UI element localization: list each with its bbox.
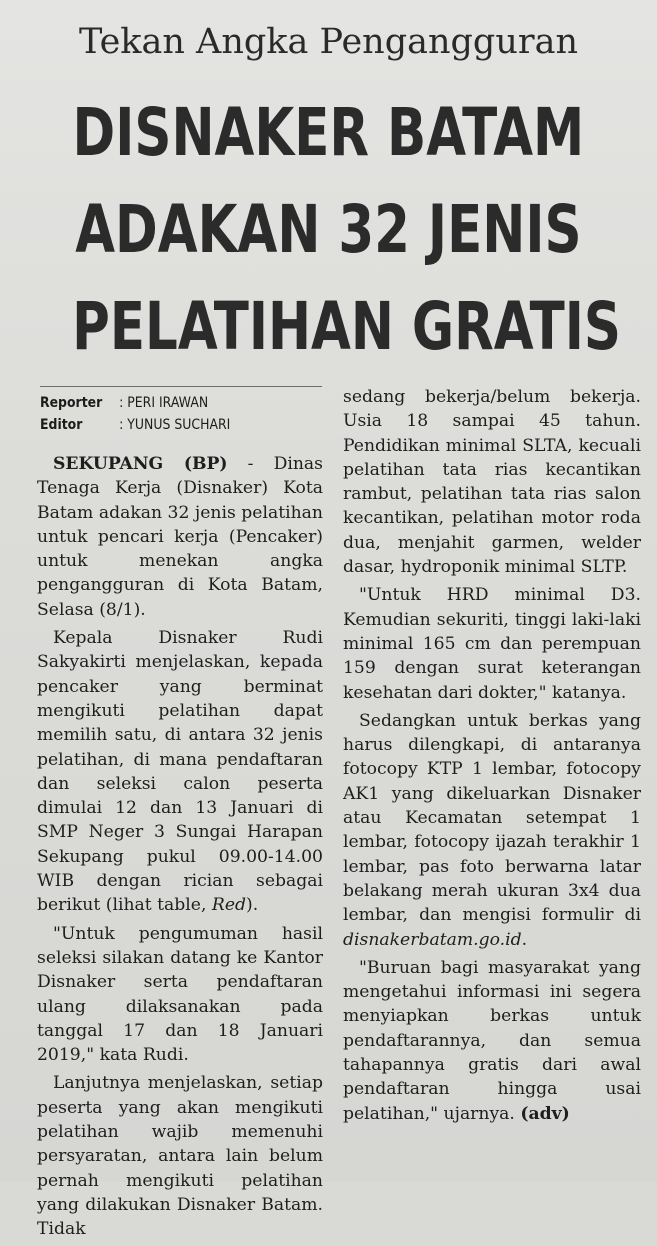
paragraph-1-text: - Dinas Tenaga Kerja (Disnaker) Kota Batam adakan 32 jenis pelatihan untuk pencari kerja (Pencaker) untuk menekan angka pengangguran di Kota Batam, Selasa (8/1).	[37, 454, 323, 620]
editor-name: : YUNUS SUCHARI	[119, 417, 231, 433]
paragraph-5: sedang bekerja/belum bekerja. Usia 18 sampai 45 tahun. Pendidikan minimal SLTA, kecuali pelatihan tata rias kecantikan rambut, pelatihan tata rias salon kecantikan, pelatihan motor roda dua, menjahit garmen, welder dasar, hydroponik minimal SLTP.	[343, 387, 641, 578]
paragraph-1	[37, 452, 323, 622]
article-column-right	[343, 385, 641, 1130]
article-credits	[40, 392, 289, 436]
reporter-row	[40, 392, 289, 414]
paragraph-2-end: ).	[246, 895, 259, 916]
reporter-name: : PERI IRAWAN	[119, 395, 209, 411]
editor-note: Red	[211, 895, 247, 916]
headline-line-2: ADAKAN 32 JENIS	[75, 191, 582, 268]
article-column-left	[37, 452, 323, 1246]
reporter-label: Reporter	[40, 395, 103, 411]
article-headline	[72, 84, 621, 375]
paragraph-7-end: .	[521, 929, 528, 950]
article-kicker: Tekan Angka Pengangguran	[78, 22, 579, 62]
signoff: (adv)	[520, 1103, 570, 1124]
byline-divider	[40, 386, 322, 387]
headline-line-1: DISNAKER BATAM	[72, 94, 585, 171]
headline-line-3: PELATIHAN GRATIS	[72, 288, 621, 365]
paragraph-7-text: Sedangkan untuk berkas yang harus dilengkapi, di antaranya fotocopy KTP 1 lembar, fotocopy AK1 yang dikeluarkan Disnaker atau Kecamatan setempat 1 lembar, fotocopy ijazah terakhir 1 lembar, pas foto berwarna latar belakang merah ukuran 3x4 dua lembar, dan mengisi formulir di	[343, 710, 641, 926]
paragraph-4: Lanjutnya menjelaskan, setiap peserta yang akan mengikuti pelatihan wajib memenuhi persyaratan, antara lain belum pernah mengikuti pelatihan yang dilakukan Disnaker Batam. Tidak	[37, 1073, 323, 1240]
editor-label: Editor	[40, 417, 83, 433]
paragraph-7	[343, 709, 641, 952]
paragraph-2	[37, 626, 323, 918]
editor-row	[40, 414, 289, 436]
paragraph-8	[343, 956, 641, 1126]
paragraph-6: "Untuk HRD minimal D3. Kemudian sekuriti, tinggi laki-laki minimal 165 cm dan perempuan 159 dengan surat keterangan kesehatan dari dokter," katanya.	[343, 585, 641, 703]
dateline: SEKUPANG (BP)	[53, 454, 228, 474]
paragraph-3: "Untuk pengumuman hasil seleksi silakan datang ke Kantor Disnaker serta pendaftaran ulang dilaksanakan pada tanggal 17 dan 18 Januari 2019," kata Rudi.	[37, 923, 323, 1066]
paragraph-8-text: "Buruan bagi masyarakat yang mengetahui informasi ini segera menyiapkan berkas untuk pendaftarannya, dan semua tahapannya gratis dari awal pendaftaran hingga usai pelatihan," ujarnya.	[343, 957, 641, 1124]
paragraph-2-text: Kepala Disnaker Rudi Sakyakirti menjelaskan, kepada pencaker yang berminat mengikuti pelatihan dapat memilih satu, di antara 32 jenis pelatihan, di mana pendaftaran dan seleksi calon peserta dimulai 12 dan 13 Januari di SMP Neger 3 Sungai Harapan Sekupang pukul 09.00-14.00 WIB dengan rician sebagai berikut (lihat table,	[37, 628, 323, 916]
website-link-text: disnakerbatam.go.id	[343, 929, 522, 950]
